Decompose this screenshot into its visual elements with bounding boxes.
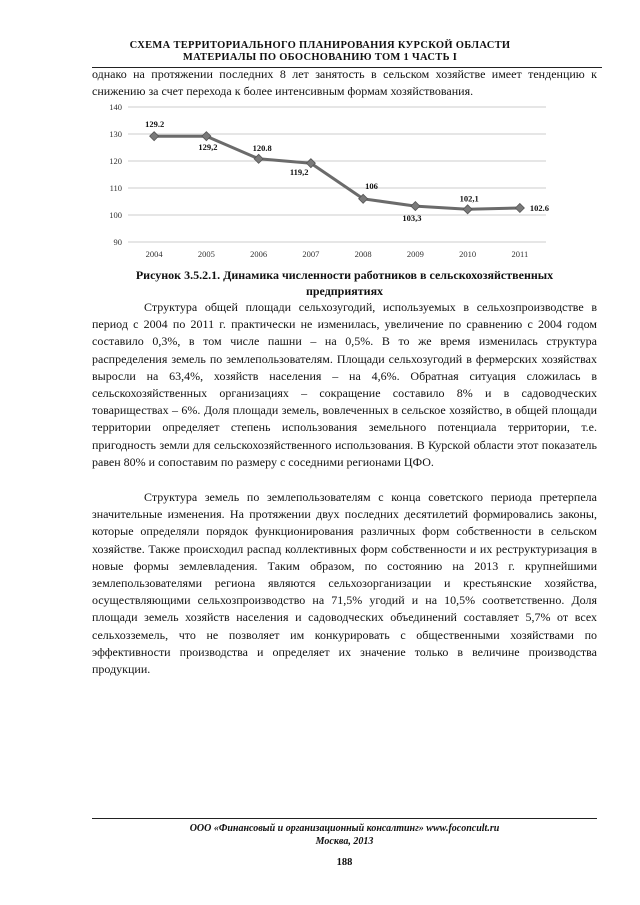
x-tick-label: 2009 [406, 249, 424, 259]
y-tick-label: 120 [109, 156, 122, 166]
y-tick-label: 110 [109, 183, 122, 193]
x-tick-label: 2005 [197, 249, 215, 259]
employment-chart [88, 99, 558, 262]
header-subtitle: МАТЕРИАЛЫ ПО ОБОСНОВАНИЮ ТОМ 1 ЧАСТЬ I [182, 52, 458, 63]
data-point-marker [515, 203, 524, 212]
x-tick-label: 2011 [511, 249, 529, 259]
y-tick-label: 100 [109, 210, 122, 220]
y-tick-label: 140 [109, 102, 122, 112]
body-paragraph-1: Структура общей площади сельхозугодий, используемых в сельхозпроизводстве в период с 2004 по 2011 г. практически не изменилась, увеличение по сравнению с 2004 годом составило 0,3%, в том числе пашни – на 0,5%. В то же время изменилась структура распределения земель по землепользователям. Площади сельхозугодий в фермерских хозяйствах выросли на 63,4%, хозяйств населения – на 4,6%. Обратная ситуация сложилась в сельскохозяйственных организациях – сокращение составило 8% и в садоводческих товариществах – 6%. Доля площади земель, вовлеченных в сельское хозяйство, в общей площади территории определяет степень использования земельного потенциала территории, т.е. пригодность земли для сельскохозяйственного использования. В Курской области этот показатель равен 80% и сопоставим по размеру с соседними регионами ЦФО. [92, 300, 597, 469]
data-label: 103,3 [402, 213, 422, 224]
data-label: 120.8 [252, 142, 272, 153]
x-tick-label: 2006 [250, 249, 268, 259]
data-point-marker [411, 202, 420, 211]
page-footer [92, 822, 597, 848]
header-title: СХЕМА ТЕРРИТОРИАЛЬНОГО ПЛАНИРОВАНИЯ КУРСКОЙ ОБЛАСТИ [129, 40, 511, 51]
caption-line-2: предприятиях [305, 284, 384, 298]
data-label: 102.6 [529, 202, 549, 213]
page-number: 188 [336, 857, 353, 868]
body-paragraph-2: Структура земель по землепользователям с конца советского периода претерпела значительные изменения. На протяжении двух последних десятилетий формировались законы, которые определяли порядок функционирования различных форм собственности в сельском хозяйстве. Также происходил распад коллективных форм собственности и их реструктуризация в новые формы землевладения. Таким образом, по состоянию на 2013 г. крупнейшими землепользователями региона являются сельхозорганизации и крестьянские хозяйства, осуществляющими сельхозпроизводство на 71,5% угодий и на 10,5% соответственно. Доля площади земель хозяйств населения и садоводческих объединений составляет 5,7% от всех сельхозземель, что не позволяет им конкурировать с общественными хозяйствами по эффективности производства и определяет их значение только в величине производства продукции. [92, 490, 597, 677]
x-tick-label: 2010 [459, 249, 477, 259]
x-tick-label: 2007 [302, 249, 320, 259]
figure-caption [92, 267, 597, 299]
data-label: 102,1 [459, 193, 479, 204]
data-point-marker [150, 132, 159, 141]
caption-line-1: Рисунок 3.5.2.1. Динамика численности работников в сельскохозяйственных [135, 268, 554, 282]
data-label: 129.2 [145, 119, 165, 130]
intro-paragraph: однако на протяжении последних 8 лет занятость в сельском хозяйстве имеет тенденцию к снижению за счет перехода к более интенсивным формам хозяйствования. [92, 67, 597, 99]
data-point-marker [463, 205, 472, 214]
data-point-marker [254, 154, 263, 163]
x-tick-label: 2008 [354, 249, 372, 259]
y-tick-label: 90 [113, 237, 122, 247]
data-point-marker [202, 132, 211, 141]
page-header [60, 40, 580, 64]
footer-divider [92, 818, 597, 819]
x-tick-label: 2004 [145, 249, 163, 259]
data-label: 119,2 [289, 167, 309, 178]
footer-city-year: Москва, 2013 [315, 836, 374, 847]
chart-svg [88, 99, 558, 262]
data-label: 129,2 [198, 142, 218, 153]
data-label: 106 [365, 180, 378, 191]
y-tick-label: 130 [109, 129, 122, 139]
footer-company: ООО «Финансовый и организационный консалтинг» www.foconcult.ru [189, 823, 500, 834]
